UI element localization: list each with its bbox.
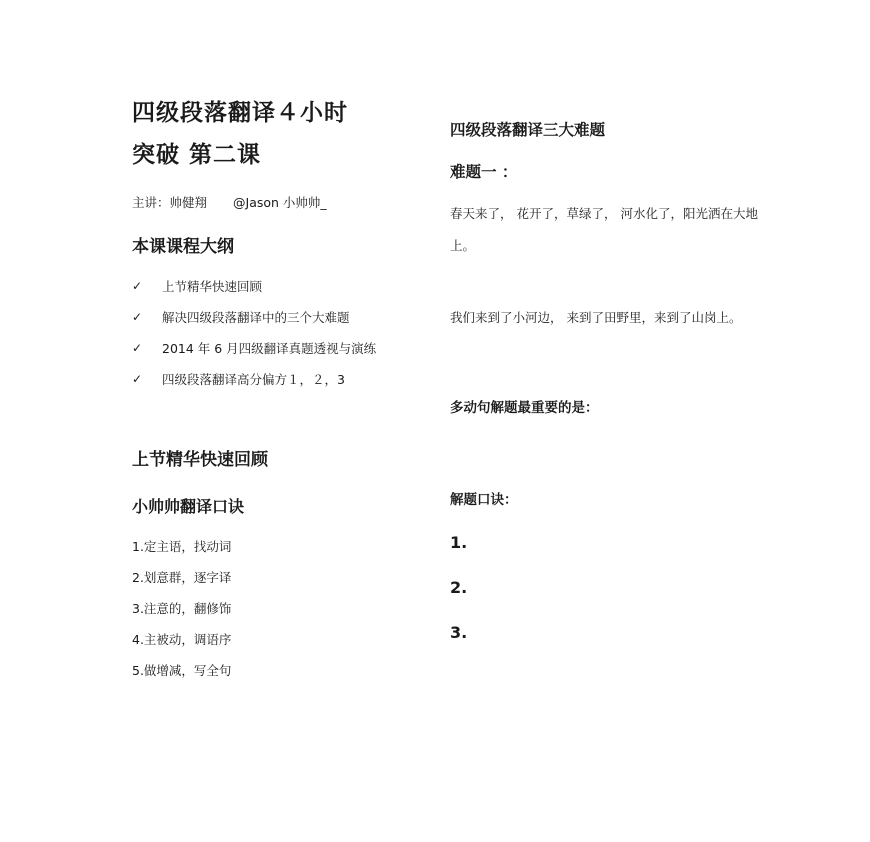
list-item: 2.划意群，逐字译 (132, 570, 232, 585)
difficulties-title: 四级段落翻译三大难题 (450, 121, 606, 139)
check-icon: ✓ (132, 279, 143, 293)
outline-item-text: 解决四级段落翻译中的三个大难题 (162, 310, 350, 325)
right-column (450, 118, 770, 655)
example-paragraph-1: 春天来了， 花开了，草绿了， 河水化了，阳光洒在大地上。 (450, 206, 758, 253)
list-item (132, 333, 432, 364)
list-item (132, 302, 432, 333)
list-item: 2. (450, 578, 468, 597)
list-item: 3. (450, 623, 468, 642)
main-title-line2: 突破 第二课 (132, 142, 262, 168)
list-item: 1.定主语，找动词 (132, 539, 232, 554)
check-icon: ✓ (132, 372, 143, 386)
list-item: 1. (450, 533, 468, 552)
list-item: 4.主被动，调语序 (132, 632, 232, 647)
review-title: 上节精华快速回顾 (132, 450, 268, 470)
outline-item-text: 四级段落翻译高分偏方１，２，3 (162, 372, 345, 387)
list-item (132, 364, 432, 395)
difficulty-label: 难题一 ： (450, 163, 518, 181)
main-title-line1: 四级段落翻译４小时 (132, 100, 348, 126)
main-title (132, 92, 432, 176)
outline-item-text: 2014 年 6 月四级翻译真题透视与演练 (162, 341, 377, 356)
list-item: 3.注意的，翻修饰 (132, 601, 232, 616)
instructor-name: 主讲：帅健翔 (132, 195, 208, 210)
steps-list (450, 520, 770, 655)
instructor-handle: @Jason 小帅帅_ (233, 195, 327, 210)
outline-list (132, 271, 432, 395)
left-column (132, 92, 432, 686)
mnemonic-title: 小帅帅翻译口诀 (132, 497, 245, 516)
check-icon: ✓ (132, 310, 143, 324)
instructor-line (132, 194, 432, 212)
outline-title: 本课课程大纲 (132, 237, 234, 257)
formula-label: 解题口诀： (450, 492, 518, 508)
key-point: 多动句解题最重要的是： (450, 400, 599, 416)
outline-item-text: 上节精华快速回顾 (162, 279, 263, 294)
example-paragraph-2: 我们来到了小河边， 来到了田野里，来到了山岗上。 (450, 310, 742, 325)
check-icon: ✓ (132, 341, 143, 355)
list-item: 5.做增减，写全句 (132, 663, 232, 678)
rules-list (132, 531, 432, 686)
list-item (132, 271, 432, 302)
